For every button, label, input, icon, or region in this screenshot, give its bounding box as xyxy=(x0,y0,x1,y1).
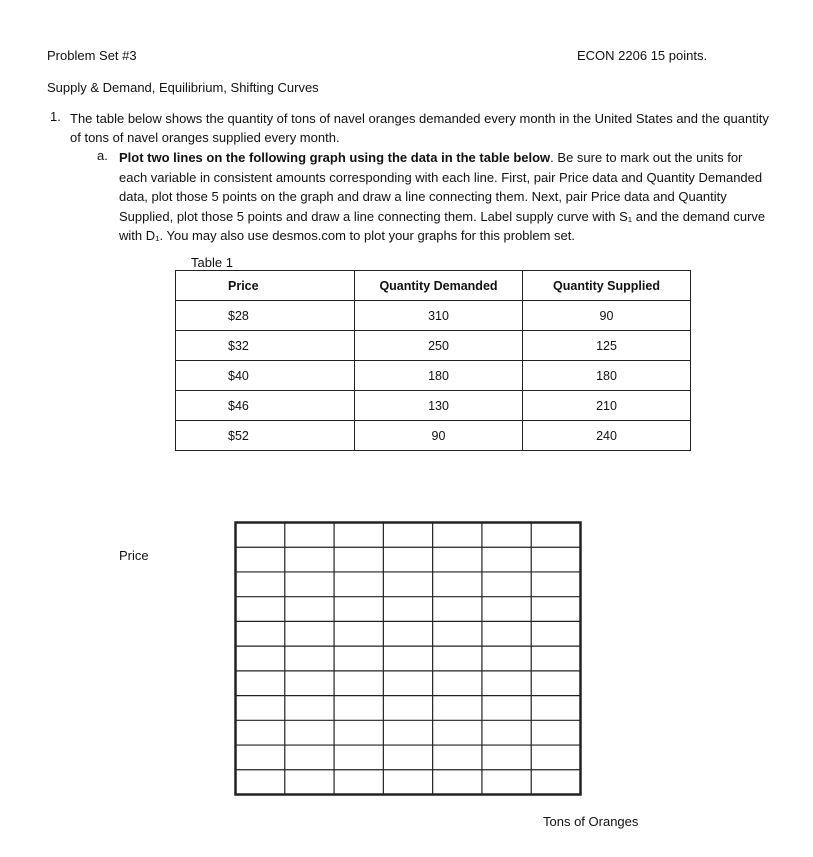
quantity-supplied-cell: 90 xyxy=(523,301,691,331)
quantity-supplied-cell: 240 xyxy=(523,421,691,451)
x-axis-label: Tons of Oranges xyxy=(543,814,639,829)
question-text: The table below shows the quantity of tons of navel oranges demanded every month in the United States and the quantity of tons of navel oranges supplied every month. xyxy=(70,111,769,145)
table-row xyxy=(176,301,691,331)
price-cell: $46 xyxy=(176,391,355,421)
table-row xyxy=(176,331,691,361)
graph-border xyxy=(236,523,581,795)
table-row xyxy=(176,391,691,421)
header-quantity-supplied: Quantity Supplied xyxy=(523,271,691,301)
blank-graph-grid[interactable] xyxy=(234,521,582,796)
table-caption: Table 1 xyxy=(191,255,233,270)
quantity-demanded-cell: 180 xyxy=(355,361,523,391)
quantity-supplied-cell: 180 xyxy=(523,361,691,391)
quantity-supplied-cell: 210 xyxy=(523,391,691,421)
table-header-row xyxy=(176,271,691,301)
part-a-rest-text: . Be sure to mark out the units for each variable in consistent amounts corresponding with each line. First, pair Price data and Quantity Demanded data, plot those 5 points on the graph and draw a line connecting them. Next, pair Price data and Quantity Supplied, plot those 5 points and draw a line connecting them. Label supply curve with S₁ and the demand curve with D₁. You may also use desmos.com to plot your graphs for this problem set. xyxy=(119,150,766,243)
quantity-demanded-cell: 90 xyxy=(355,421,523,451)
price-cell: $32 xyxy=(176,331,355,361)
price-cell: $52 xyxy=(176,421,355,451)
quantity-demanded-cell: 310 xyxy=(355,301,523,331)
table-row xyxy=(176,421,691,451)
question-number: 1. xyxy=(50,109,61,124)
y-axis-label: Price xyxy=(119,548,149,563)
part-a-bold-text: Plot two lines on the following graph using the data in the table below xyxy=(119,150,551,165)
problem-set-title: Problem Set #3 xyxy=(47,48,137,63)
quantity-supplied-cell: 125 xyxy=(523,331,691,361)
part-a-label: a. xyxy=(97,148,108,163)
quantity-demanded-cell: 130 xyxy=(355,391,523,421)
header-quantity-demanded: Quantity Demanded xyxy=(355,271,523,301)
topic-subtitle: Supply & Demand, Equilibrium, Shifting Curves xyxy=(47,80,319,95)
price-cell: $40 xyxy=(176,361,355,391)
price-cell: $28 xyxy=(176,301,355,331)
header-price: Price xyxy=(176,271,355,301)
quantity-demanded-cell: 250 xyxy=(355,331,523,361)
table-row xyxy=(176,361,691,391)
course-points: ECON 2206 15 points. xyxy=(577,48,708,63)
data-table xyxy=(175,270,691,451)
part-a-instructions xyxy=(119,148,769,246)
